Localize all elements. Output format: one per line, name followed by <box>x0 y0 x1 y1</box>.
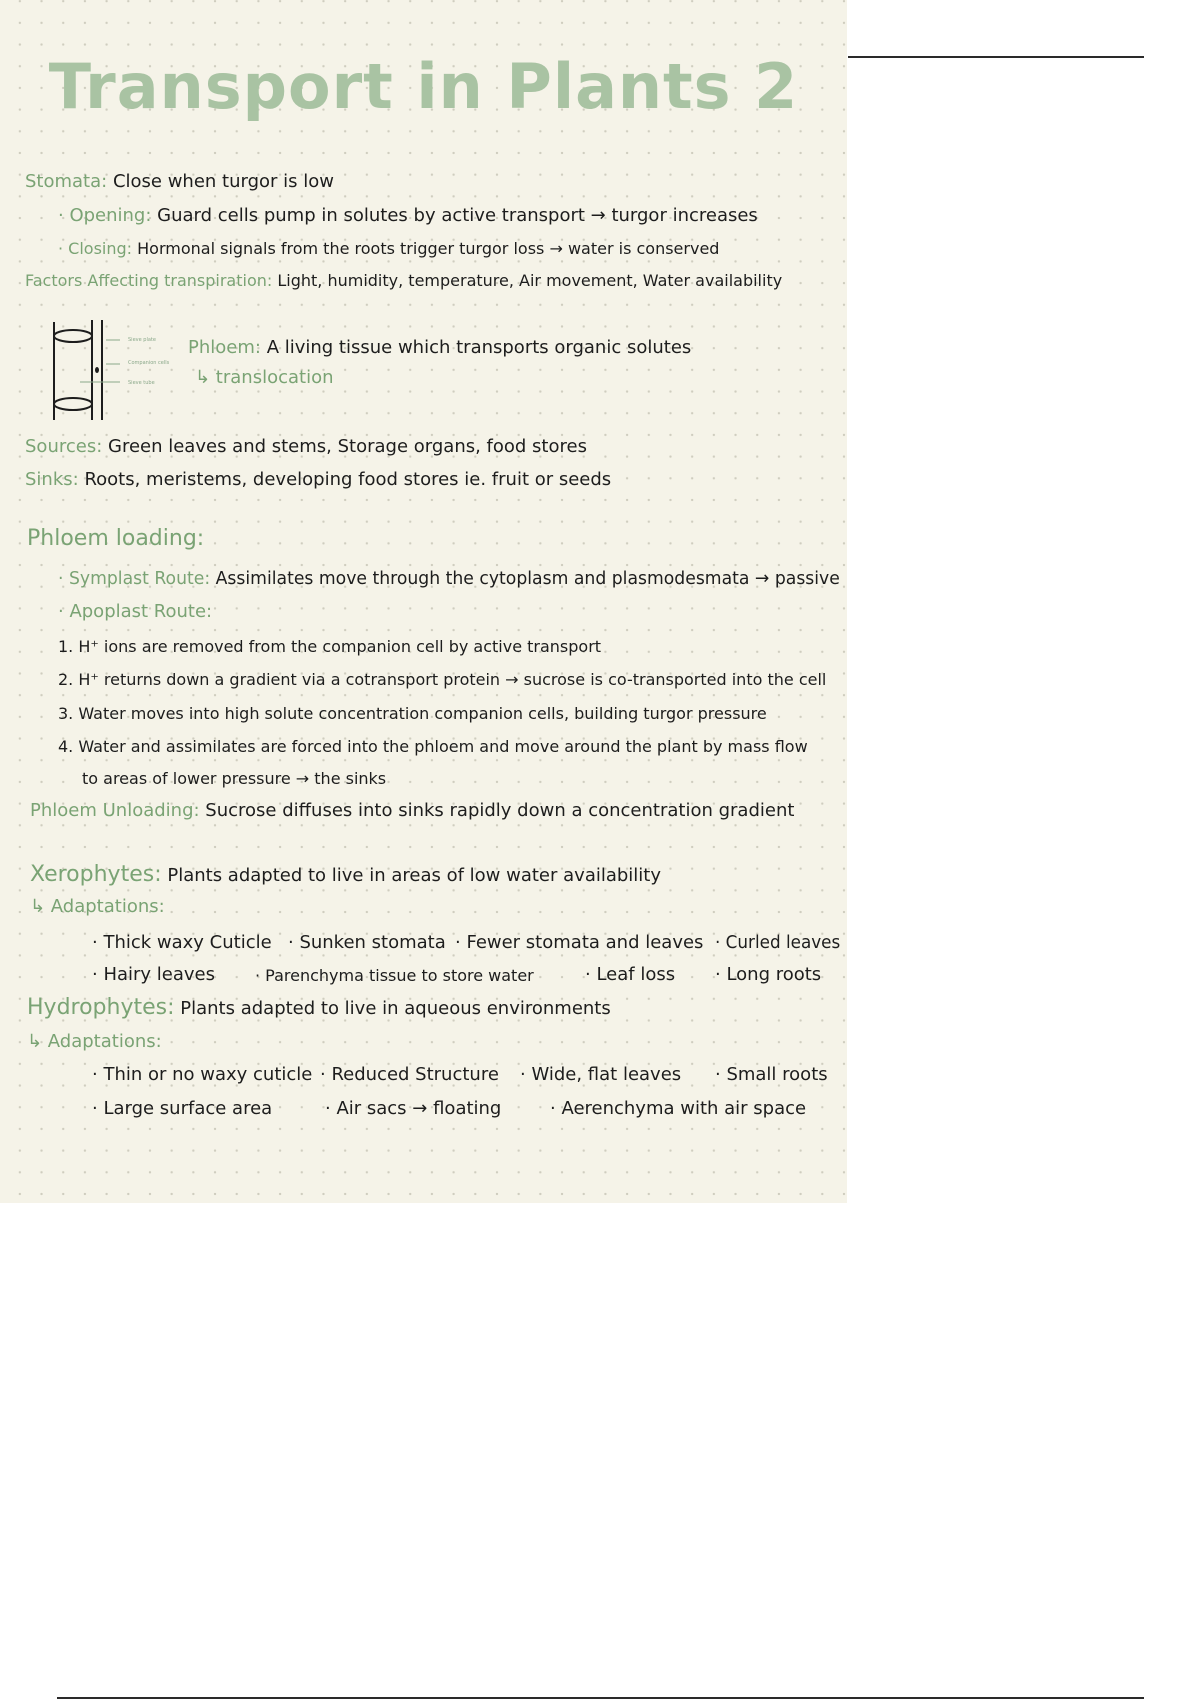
hydro-adapt-2: · Reduced Structure <box>320 1064 499 1085</box>
xerophytes-label: Xerophytes: <box>30 862 162 887</box>
xero-adapt-5: · Hairy leaves <box>92 964 215 985</box>
unloading-line <box>30 800 794 822</box>
diagram-label-sieve-plate: Sieve plate <box>128 337 156 343</box>
top-divider-line <box>848 56 1144 58</box>
apoplast-step-2: 2. H⁺ returns down a gradient via a cotransport protein → sucrose is co-transported into the cell <box>58 670 827 689</box>
sinks-line <box>25 469 611 491</box>
apoplast-step-4-cont: to areas of lower pressure → the sinks <box>82 769 387 788</box>
apoplast-label: · Apoplast Route: <box>58 601 213 622</box>
stomata-label: Stomata: <box>25 171 108 192</box>
sieve-plate-bottom <box>54 398 92 410</box>
hydrophytes-line <box>27 997 611 1020</box>
factors-text: Light, humidity, temperature, Air movement, Water availability <box>277 271 783 290</box>
diagram-label-sieve-tube: Sieve tube <box>128 380 155 386</box>
unloading-text: Sucrose diffuses into sinks rapidly down a concentration gradient <box>205 800 795 821</box>
hydro-adapt-6: · Air sacs → floating <box>325 1098 502 1119</box>
symplast-line <box>58 568 840 590</box>
diagram-label-companion-cells: Companion cells <box>128 360 170 366</box>
hydro-adapt-4: · Small roots <box>715 1064 828 1085</box>
apoplast-step-4: 4. Water and assimilates are forced into the phloem and move around the plant by mass flow <box>58 737 808 756</box>
page-title: Transport in Plants 2 <box>48 50 799 123</box>
hydro-adapt-1: · Thin or no waxy cuticle <box>92 1064 313 1085</box>
sinks-text: Roots, meristems, developing food stores ie. fruit or seeds <box>84 469 612 490</box>
hydro-adapt-7: · Aerenchyma with air space <box>550 1098 807 1119</box>
translocation-note: ↳ translocation <box>195 367 334 388</box>
xero-adapt-1: · Thick waxy Cuticle <box>92 932 272 953</box>
hydrophytes-label: Hydrophytes: <box>27 995 175 1020</box>
phloem-text: A living tissue which transports organic solutes <box>266 337 692 358</box>
sources-label: Sources: <box>25 436 103 457</box>
sources-text: Green leaves and stems, Storage organs, food stores <box>108 436 587 457</box>
opening-line <box>58 205 758 227</box>
closing-text: Hormonal signals from the roots trigger turgor loss → water is conserved <box>137 239 720 258</box>
closing-label: · Closing: <box>58 239 133 258</box>
apoplast-step-1: 1. H⁺ ions are removed from the companion cell by active transport <box>58 637 602 656</box>
sieve-plate-top <box>54 330 92 342</box>
stomata-text: Close when turgor is low <box>112 171 334 192</box>
opening-text: Guard cells pump in solutes by active transport → turgor increases <box>157 205 758 226</box>
opening-label: · Opening: <box>58 205 152 226</box>
companion-cell-nucleus <box>95 367 99 373</box>
xero-adapt-2: · Sunken stomata <box>288 932 446 953</box>
sources-line <box>25 436 587 458</box>
closing-line <box>58 238 719 260</box>
xerophytes-text: Plants adapted to live in areas of low water availability <box>167 865 662 886</box>
xerophytes-adaptations-label: ↳ Adaptations: <box>30 896 165 917</box>
xero-adapt-4: · Curled leaves <box>715 932 841 953</box>
hydrophytes-text: Plants adapted to live in aqueous environments <box>180 998 611 1019</box>
phloem-line <box>188 337 691 359</box>
hydrophytes-adaptations-label: ↳ Adaptations: <box>27 1031 162 1052</box>
sinks-label: Sinks: <box>25 469 79 490</box>
factors-line <box>25 270 782 292</box>
xero-adapt-7: · Leaf loss <box>585 964 676 985</box>
symplast-text: Assimilates move through the cytoplasm and plasmodesmata → passive <box>215 568 840 589</box>
apoplast-step-3: 3. Water moves into high solute concentration companion cells, building turgor pressure <box>58 704 767 723</box>
hydro-adapt-3: · Wide, flat leaves <box>520 1064 682 1085</box>
xero-adapt-6: · Parenchyma tissue to store water <box>255 966 534 985</box>
phloem-diagram <box>50 318 120 422</box>
bottom-divider-line <box>57 1697 1144 1699</box>
symplast-label: · Symplast Route: <box>58 568 211 589</box>
stomata-line <box>25 171 334 193</box>
factors-label: Factors Affecting transpiration: <box>25 271 273 290</box>
phloem-loading-heading: Phloem loading: <box>27 526 205 551</box>
xero-adapt-8: · Long roots <box>715 964 822 985</box>
note-page <box>0 0 847 1203</box>
hydro-adapt-5: · Large surface area <box>92 1098 273 1119</box>
xero-adapt-3: · Fewer stomata and leaves <box>455 932 704 953</box>
unloading-label: Phloem Unloading: <box>30 800 200 821</box>
xerophytes-line <box>30 864 661 887</box>
phloem-label: Phloem: <box>188 337 261 358</box>
